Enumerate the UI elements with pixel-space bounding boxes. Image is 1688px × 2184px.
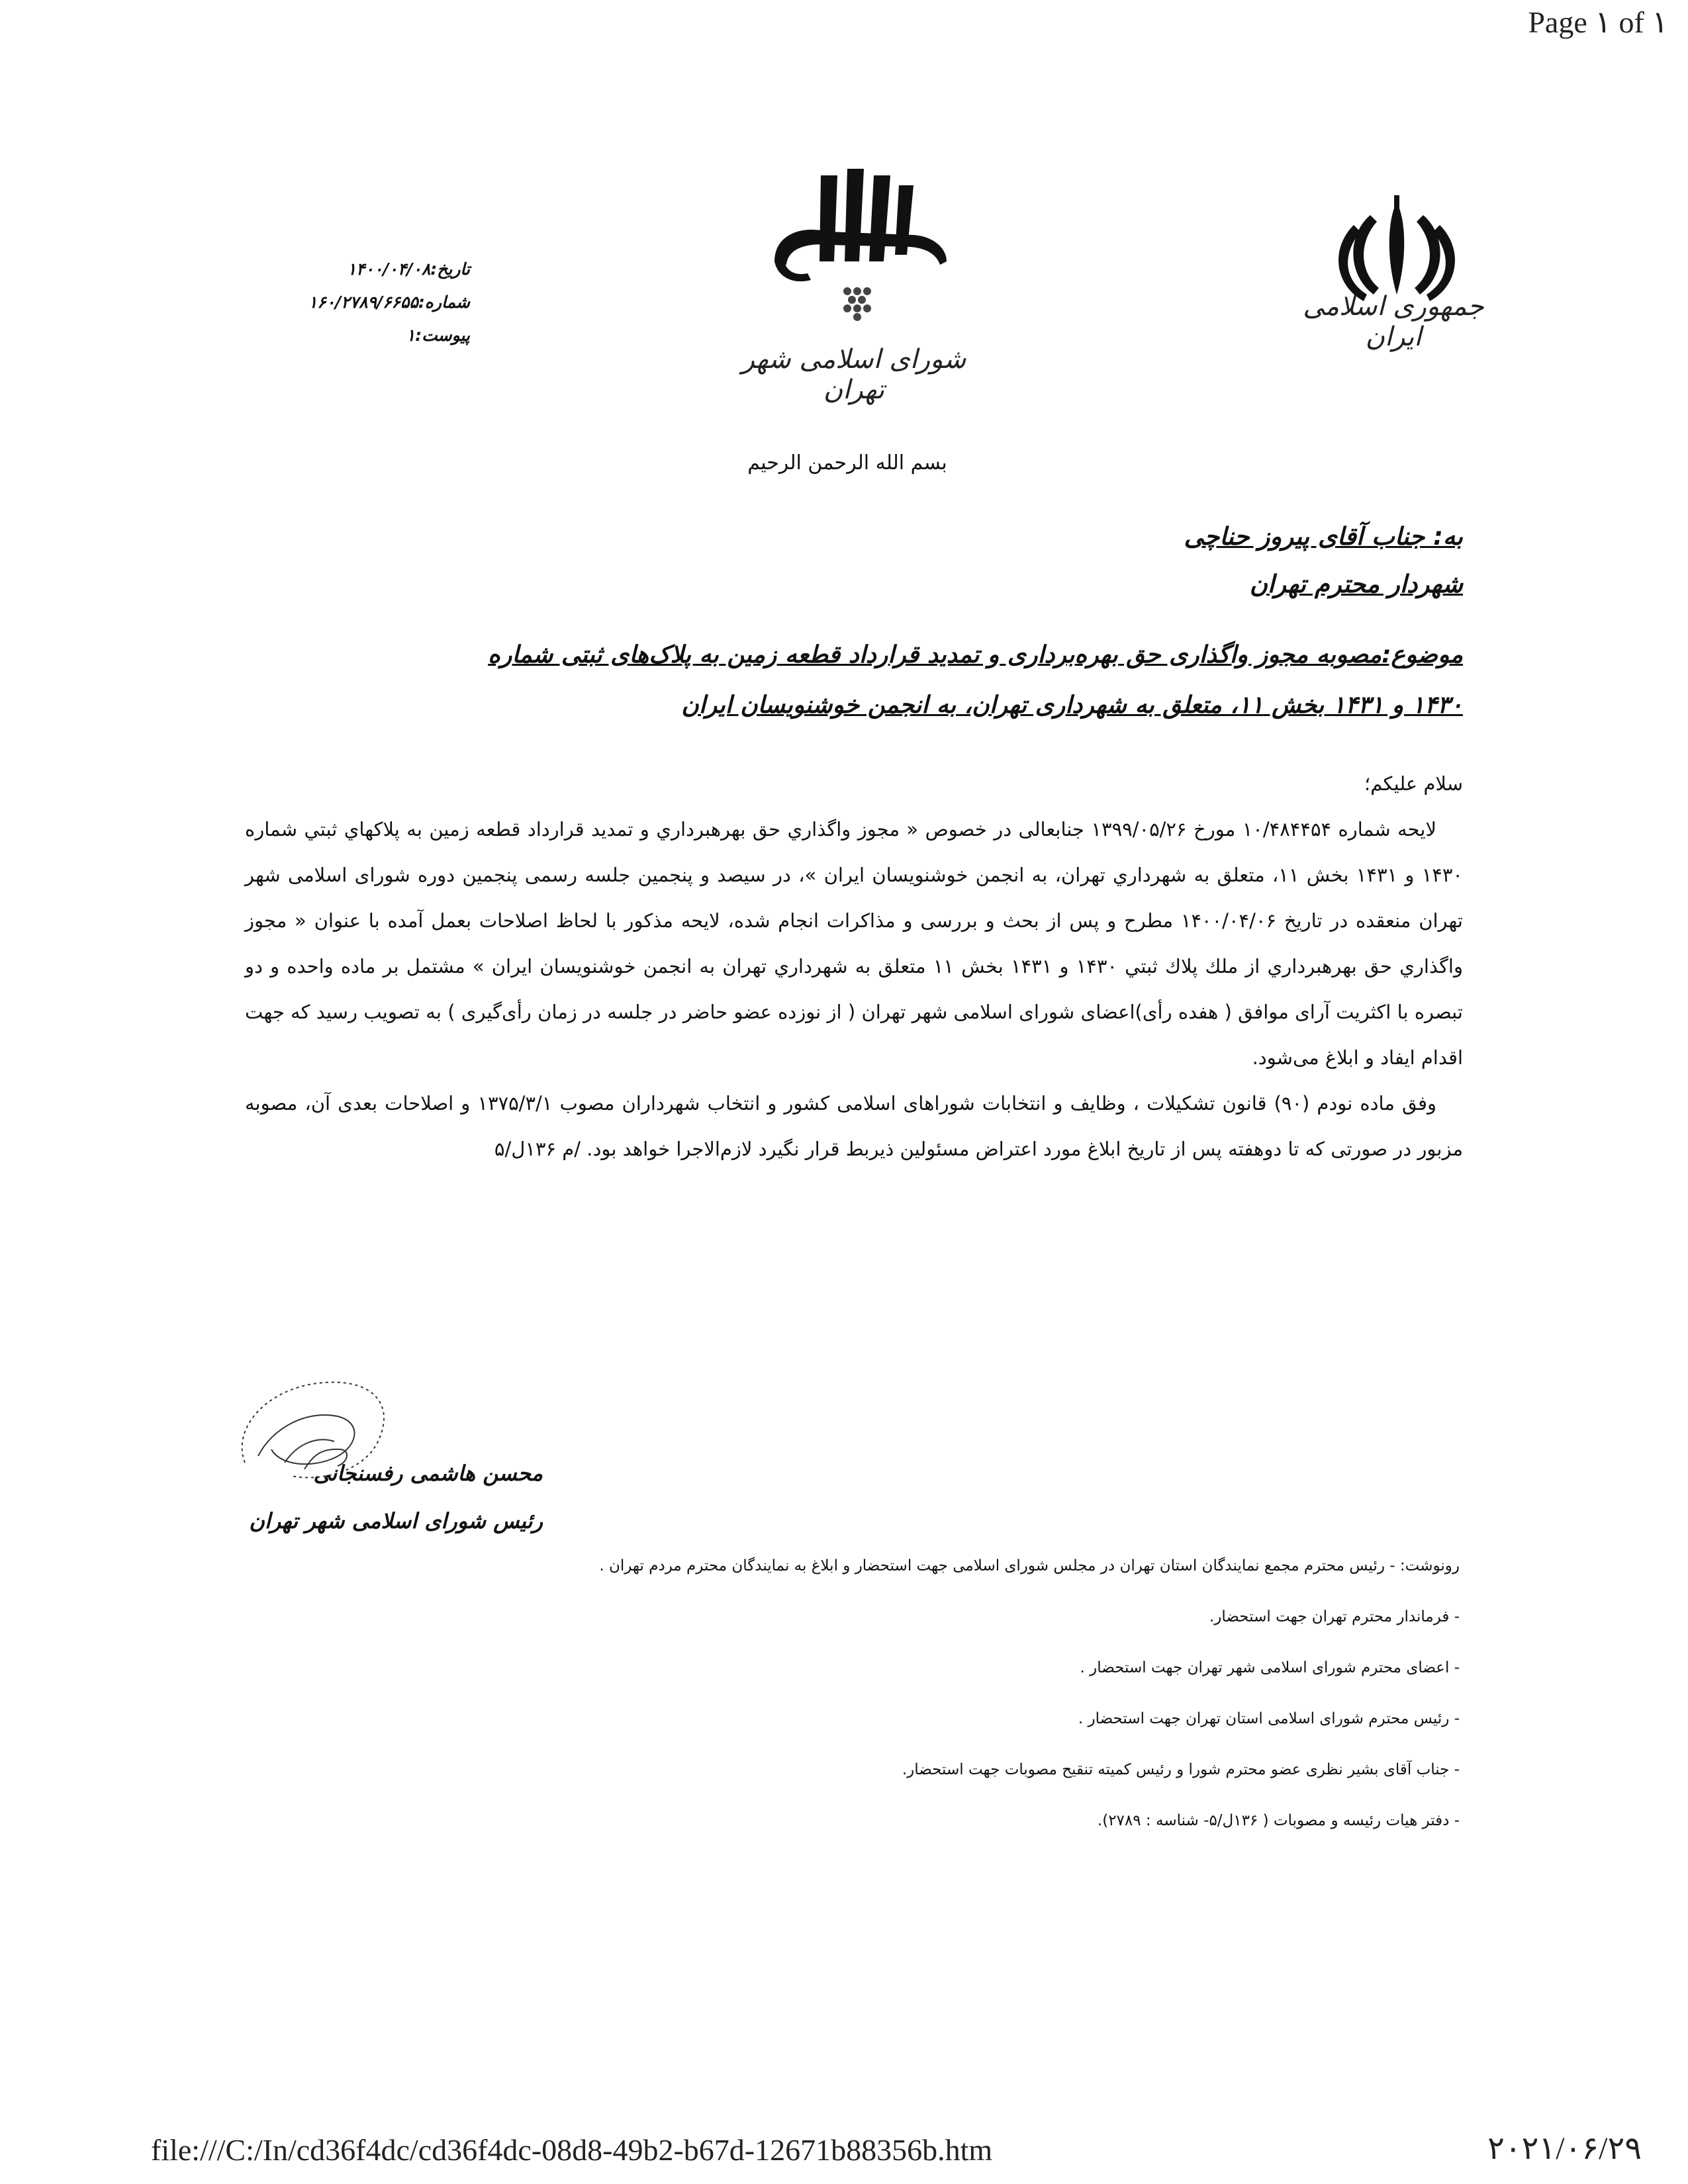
cc-item: - اعضای محترم شورای اسلامی شهر تهران جهت استحضار . — [1080, 1659, 1460, 1676]
letter-meta — [252, 253, 470, 352]
signer-title: رئیس شورای اسلامی شهر تهران — [249, 1508, 543, 1533]
bismillah: بسم الله الرحمن الرحیم — [747, 451, 947, 475]
print-date: ٢٠٢١/٠۶/٢٩ — [1487, 2131, 1642, 2166]
letter-attachment: پیوست:۱ — [406, 326, 470, 345]
council-caption: شورای اسلامی شهر تهران — [741, 344, 966, 405]
letter-subject — [271, 630, 1463, 731]
subject-line-2: ۱۴۳۰ و ۱۴۳۱ بخش ۱۱، متعلق به شهرداری تهران، به انجمن خوشنویسان ایران — [681, 692, 1463, 719]
cc-list — [268, 1541, 1460, 1846]
page-indicator: Page ١ of ١ — [1528, 5, 1668, 39]
signer-name: محسن هاشمی رفسنجانی — [313, 1461, 543, 1486]
addressee-name: به: جناب آقای پیروز حناچی — [1184, 522, 1463, 551]
paragraph-1: لایحه شماره ۱۰/۴۸۴۴۵۴ مورخ ۱۳۹۹/۰۵/۲۶ جنابعالی در خصوص « مجوز واگذاري حق بهرهبرداري و تمديد قرارداد قطعه زمين به پلاكهاي ثبتي شماره ۱۴۳۰ و ۱۴۳۱ بخش ۱۱، متعلق به شهرداري تهران، به انجمن خوشنويسان ايران »، در سیصد و پنجمین جلسه رسمی پنجمین دوره شورای اسلامی شهر تهران منعقده در تاریخ ۱۴۰۰/۰۴/۰۶ مطرح و پس از بحث و بررسی و مذاکرات انجام شده، لایحه مذکور با لحاظ اصلاحات بعمل آمده با عنوان « مجوز واگذاري حق بهرهبرداري از ملك پلاك ثبتي ۱۴۳۰ و ۱۴۳۱ بخش ۱۱ متعلق به شهرداري تهران به انجمن خوشنويسان ايران » مشتمل بر ماده واحده و دو تبصره با اکثریت آرای موافق ( هفده رأی)اعضای شورای اسلامی شهر تهران ( از نوزده عضو حاضر در جلسه در زمان رأی‌گیری ) به تصویب رسید که جهت اقدام ایفاد و ابلاغ می‌شود. — [245, 818, 1464, 1069]
signature-block — [225, 1363, 569, 1535]
letter-body — [245, 761, 1463, 1172]
emblem-caption: جمهوری اسلامی ایران — [1303, 291, 1484, 352]
letter-number: شماره:۱۶۰/۲۷۸۹/۶۶۵۵ — [308, 293, 470, 312]
letter-date: تاریخ:۱۴۰۰/۰۴/۰۸ — [347, 259, 470, 279]
cc-item: - دفتر هیات رئیسه و مصوبات ( ۱۳۶ل/۵- شناسه : ۲۷۸۹). — [1097, 1812, 1460, 1829]
cc-item: - رئیس محترم شورای اسلامی استان تهران جهت استحضار . — [1078, 1710, 1460, 1727]
cc-item: رونوشت: - رئیس محترم مجمع نمایندگان استان تهران در مجلس شورای اسلامی جهت استحضار و ابلاغ به نمایندگان محترم مردم تهران . — [599, 1557, 1460, 1574]
subject-line-1: موضوع:مصوبه مجوز واگذاری حق بهره‌برداری و تمدید قرارداد قطعه زمین به پلاک‌های ثبتی شماره — [488, 641, 1463, 668]
greeting: سلام علیکم؛ — [1364, 772, 1463, 795]
addressee — [867, 513, 1463, 608]
addressee-title: شهردار محترم تهران — [1249, 570, 1463, 598]
tehran-council-logo-icon — [748, 162, 966, 328]
cc-item: - فرماندار محترم تهران جهت استحضار. — [1209, 1608, 1460, 1625]
file-url: file:///C:/In/cd36f4dc/cd36f4dc-08d8-49b2-b67d-12671b88356b.htm — [151, 2133, 993, 2167]
paragraph-2: وفق ماده نودم (۹۰) قانون تشکیلات ، وظایف و انتخابات شوراهای اسلامی کشور و انتخاب شهرداران مصوب ۱۳۷۵/۳/۱ و اصلاحات بعدی آن، مصوبه مزبور در صورتی که تا دوهفته پس از تاریخ ابلاغ مورد اعتراض مسئولین ذیربط قرار نگیرد لازم‌الاجرا خواهد بود. /م ۱۳۶ل/۵ — [245, 1092, 1463, 1160]
cc-item: - جناب آقای بشیر نظری عضو محترم شورا و رئیس کمیته تنقیح مصوبات جهت استحضار. — [902, 1761, 1460, 1778]
